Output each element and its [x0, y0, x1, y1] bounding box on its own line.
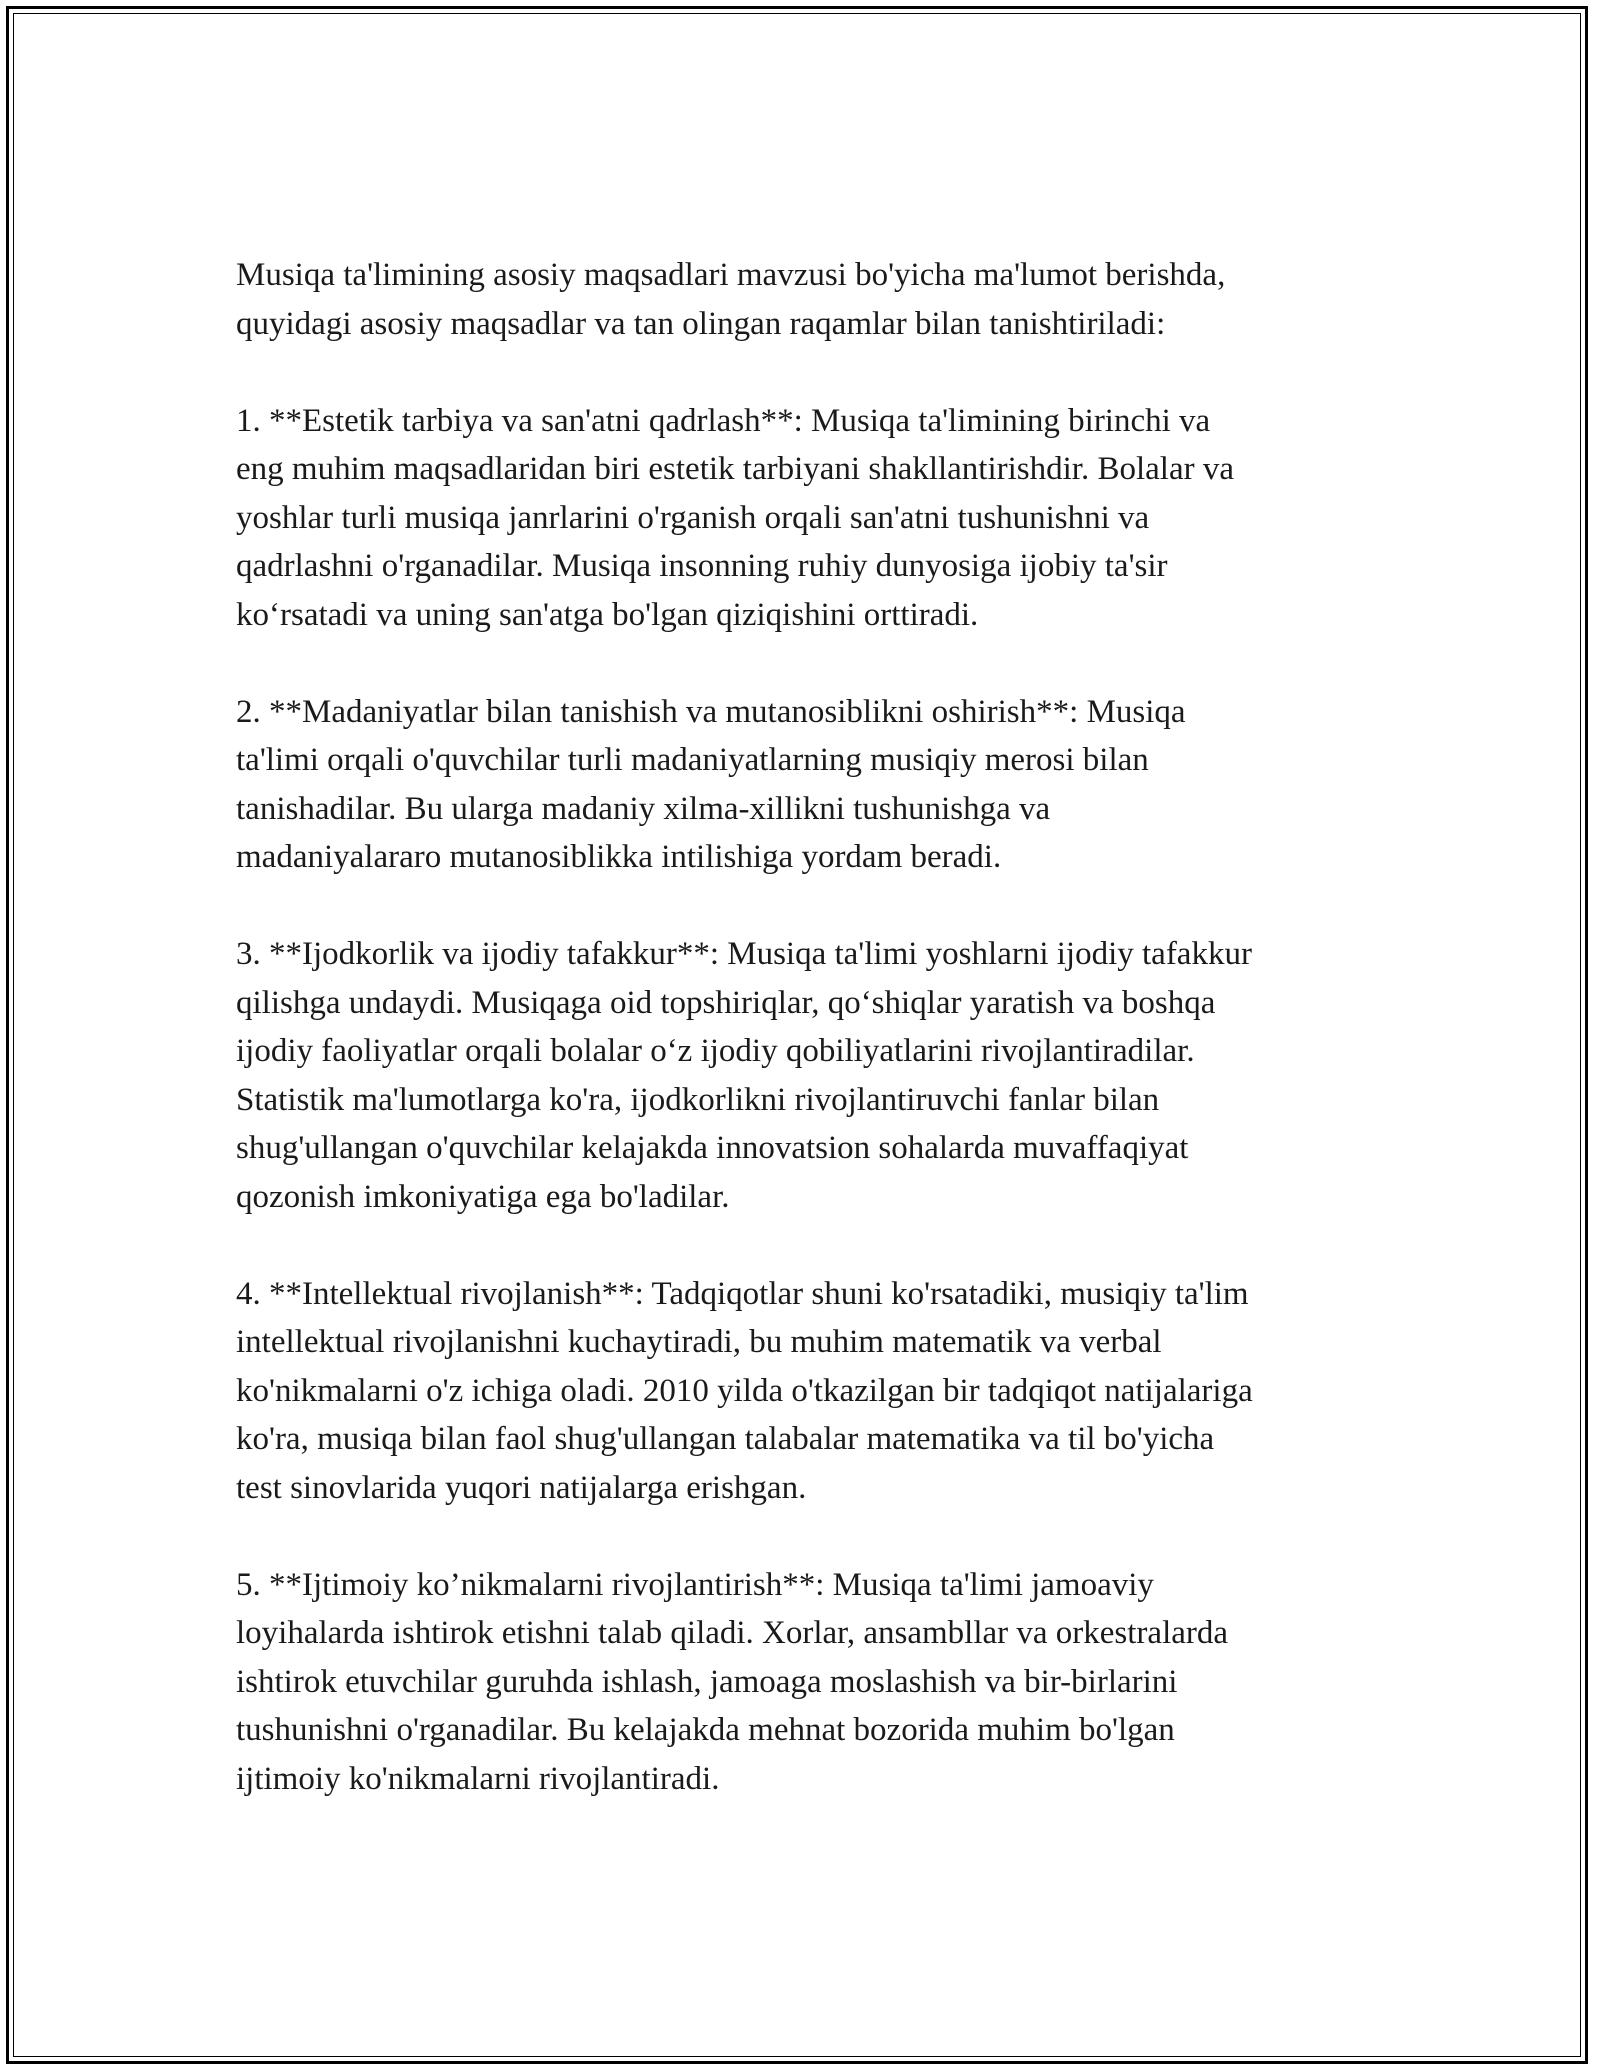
paragraph-social-skills: 5. **Ijtimoiy ko’nikmalarni rivojlantirish**: Musiqa ta'limi jamoaviy loyihalarda ishtirok etishni talab qiladi. Xorlar, ansambllar va orkestralarda ishtirok etuvchilar guruhda ishlash, jamoaga moslashish va bir-birlarini tushunishni o'rganadilar. Bu kelajakda mehnat bozorida muhim bo'lgan ijtimoiy ko'nikmalarni rivojlantiradi. [236, 1566, 1229, 1797]
paragraph-creativity: 3. **Ijodkorlik va ijodiy tafakkur**: Musiqa ta'limi yoshlarni ijodiy tafakkur qilishga undaydi. Musiqaga oid topshiriqlar, qo‘shiqlar yaratish va boshqa ijodiy faoliyatlar orqali bolalar o‘z ijodiy qobiliyatlarini rivojlantiradilar. Statistik ma'lumotlarga ko'ra, ijodkorlikni rivojlantiruvchi fanlar bilan shug'ullangan o'quvchilar kelajakda innovatsion sohalarda muvaffaqiyat qozonish imkoniyatiga ega bo'ladilar. [236, 936, 1252, 1215]
paragraph-cultures: 2. **Madaniyatlar bilan tanishish va mutanosiblikni oshirish**: Musiqa ta'limi orqali o'quvchilar turli madaniyatlarning musiqiy merosi bilan tanishadilar. Bu ularga madaniy xilma-xillikni tushunishga va madaniyalararo mutanosiblikka intilishiga yordam beradi. [236, 693, 1186, 875]
paragraph-aesthetic-education: 1. **Estetik tarbiya va san'atni qadrlash**: Musiqa ta'limining birinchi va eng muhim maqsadlaridan biri estetik tarbiyani shakllantirishdir. Bolalar va yoshlar turli musiqa janrlarini o'rganish orqali san'atni tushunishni va qadrlashni o'rganadilar. Musiqa insonning ruhiy dunyosiga ijobiy ta'sir ko‘rsatadi va uning san'atga bo'lgan qiziqishini orttiradi. [236, 402, 1235, 633]
intro-paragraph: Musiqa ta'limining asosiy maqsadlari mavzusi bo'yicha ma'lumot berishda, quyidagi asosiy maqsadlar va tan olingan raqamlar bilan tanishtiriladi: [236, 257, 1226, 342]
document-body [236, 251, 1416, 1852]
paragraph-intellectual-development: 4. **Intellektual rivojlanish**: Tadqiqotlar shuni ko'rsatadiki, musiqiy ta'lim intellektual rivojlanishni kuchaytiradi, bu muhim matematik va verbal ko'nikmalarni o'z ichiga oladi. 2010 yilda o'tkazilgan bir tadqiqot natijalariga ko'ra, musiqa bilan faol shug'ullangan talabalar matematika va til bo'yicha test sinovlarida yuqori natijalarga erishgan. [236, 1275, 1253, 1506]
